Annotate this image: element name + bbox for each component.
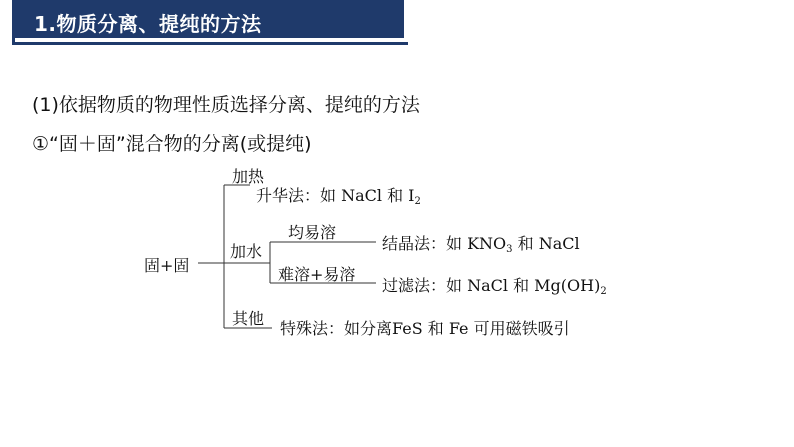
branch-heat-label: 加热: [232, 167, 265, 186]
body-line-2: ①“固＋固”混合物的分离(或提纯): [32, 133, 312, 155]
body-line-1: (1)依据物质的物理性质选择分离、提纯的方法: [32, 94, 420, 116]
branch-water-label: 加水: [230, 242, 263, 261]
result-filter: 过滤法：如 NaCl 和 $Mg(OH)_2$: [382, 276, 607, 297]
sub-mixed-label: 难溶+易溶: [278, 265, 356, 284]
section-title: 1.物质分离、提纯的方法: [34, 12, 262, 36]
result-crystal: 结晶法：如 $KNO_3$ 和 NaCl: [382, 234, 580, 255]
result-sublimation: 升华法：如 NaCl 和 $I_2$: [256, 186, 421, 207]
root-node: 固+固: [144, 256, 190, 275]
sub-soluble-label: 均易溶: [288, 223, 337, 242]
result-special: 特殊法：如分离FeS 和 Fe 可用磁铁吸引: [280, 319, 570, 338]
branch-other-label: 其他: [232, 309, 265, 328]
